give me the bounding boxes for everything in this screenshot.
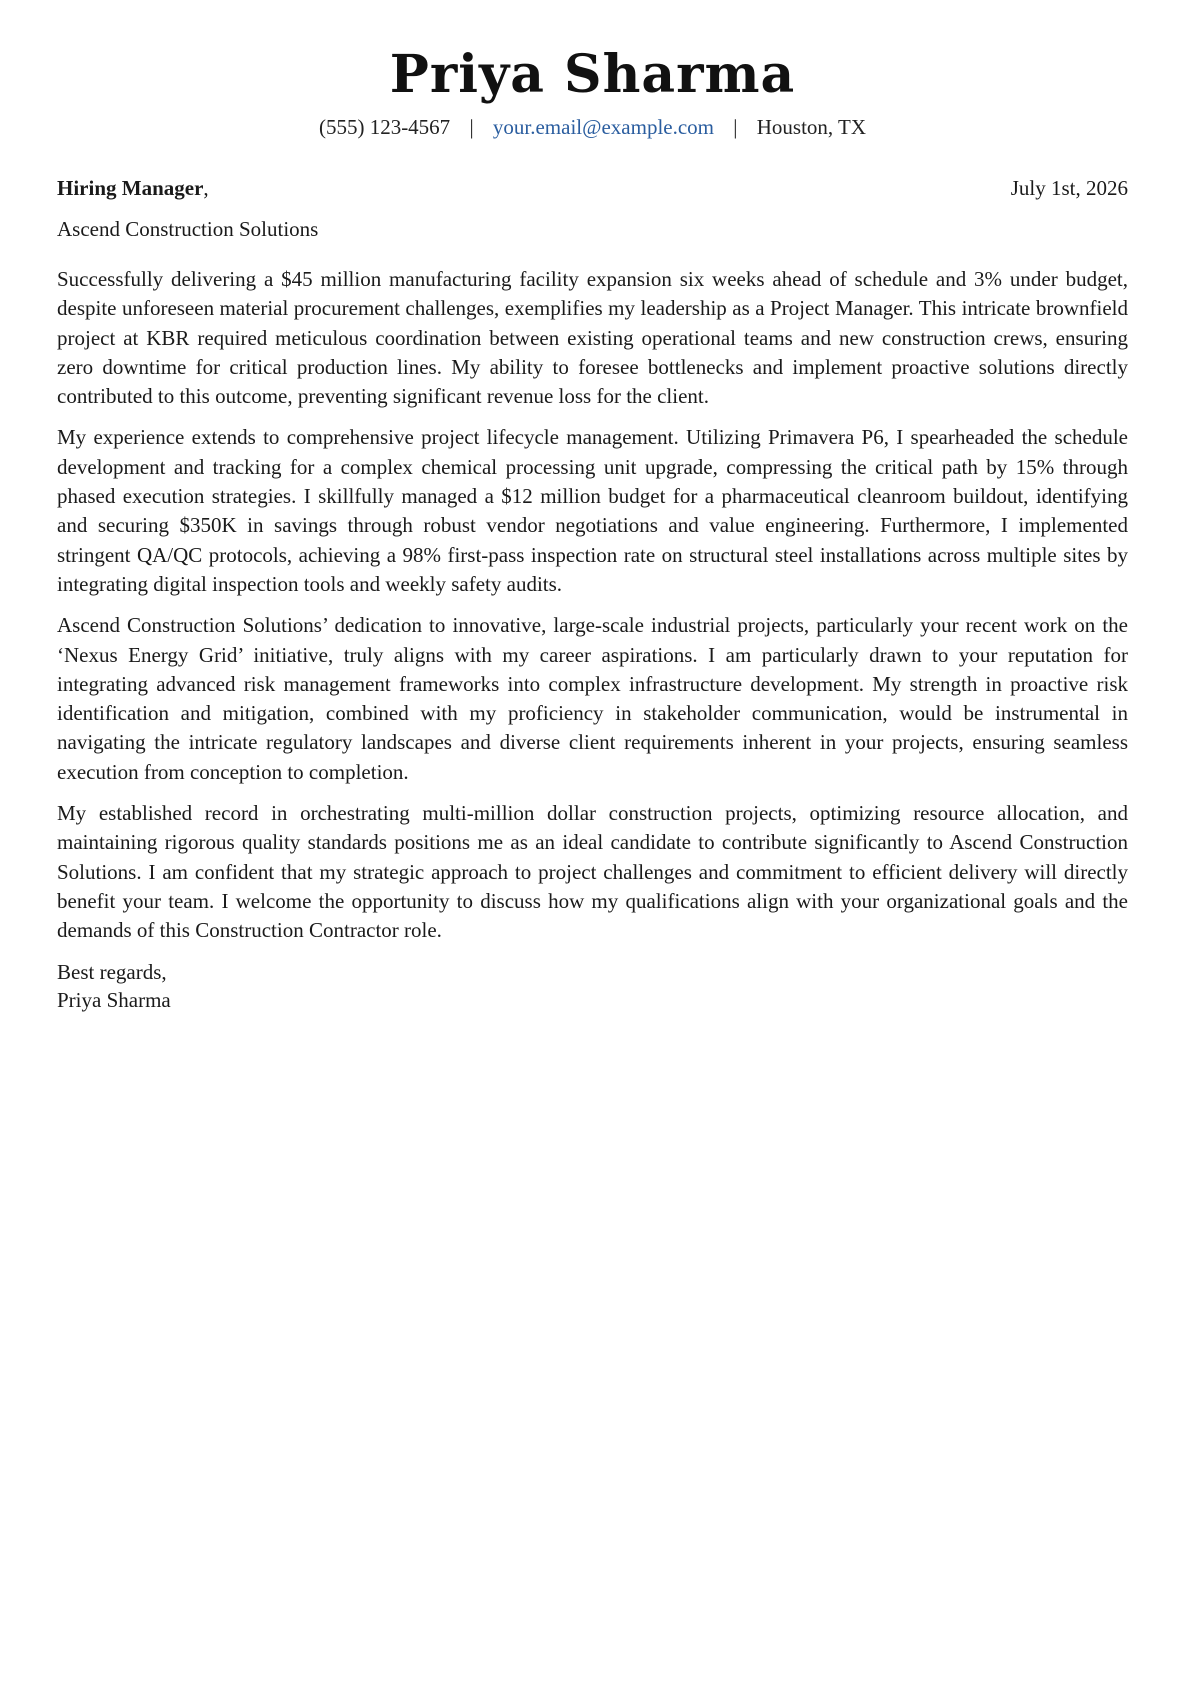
body-paragraph: Successfully delivering a $45 million manufacturing facility expansion six weeks ahead of schedule and 3% under budget, despite unforeseen material procurement challenges, exemplifies my leadership as a Project Manager. This intricate brownfield project at KBR required meticulous coordination between existing operational teams and new construction crews, ensuring zero downtime for critical production lines. My ability to foresee bottlenecks and implement proactive solutions directly contributed to this outcome, preventing significant revenue loss for the client.: [57, 267, 1128, 409]
phone-number: (555) 123-4567: [318, 115, 451, 139]
closing-salutation: Best regards,: [57, 959, 167, 984]
body-paragraph: My established record in orchestrating multi-million dollar construction projects, optimizing resource allocation, and maintaining rigorous quality standards positions me as an ideal candidate to contribute significantly to Ascend Construction Solutions. I am confident that my strategic approach to project challenges and commitment to efficient delivery will directly benefit your team. I welcome the opportunity to discuss how my qualifications align with your organizational goals and the demands of this Construction Contractor role.: [57, 801, 1128, 943]
recipient-greeting: [57, 174, 209, 202]
letter-body: [57, 265, 1128, 946]
contact-separator: |: [469, 115, 474, 139]
applicant-name: Priya Sharma: [389, 44, 796, 105]
recipient-name-suffix: ,: [203, 176, 209, 200]
location: Houston, TX: [756, 115, 867, 139]
recipient-name: Hiring Manager: [57, 176, 204, 200]
recipient-date-row: [57, 174, 1128, 202]
closing-signature: Priya Sharma: [57, 987, 171, 1012]
cover-letter-page: [57, 40, 1128, 1014]
letter-date: July 1st, 2026: [1010, 176, 1128, 200]
body-paragraph: My experience extends to comprehensive project lifecycle management. Utilizing Primavera P6, I spearheaded the schedule development and tracking for a complex chemical processing unit upgrade, compressing the critical path by 15% through phased execution strategies. I skillfully managed a $12 million budget for a pharmaceutical cleanroom buildout, identifying and securing $350K in savings through robust vendor negotiations and value engineering. Furthermore, I implemented stringent QA/QC protocols, achieving a 98% first-pass inspection rate on structural steel installations across multiple sites by integrating digital inspection tools and weekly safety audits.: [57, 425, 1128, 596]
contact-line: [57, 113, 1128, 141]
contact-separator: |: [733, 115, 738, 139]
body-paragraph: Ascend Construction Solutions’ dedication to innovative, large-scale industrial projects, particularly your recent work on the ‘Nexus Energy Grid’ initiative, truly aligns with my career aspirations. I am particularly drawn to your reputation for integrating advanced risk management frameworks into complex infrastructure development. My strength in proactive risk identification and mitigation, combined with my proficiency in stakeholder communication, would be instrumental in navigating the intricate regulatory landscapes and diverse client requirements inherent in your projects, ensuring seamless execution from conception to completion.: [57, 613, 1128, 784]
closing-block: [57, 958, 1128, 1014]
email-link[interactable]: your.email@example.com: [492, 115, 715, 139]
recipient-company: Ascend Construction Solutions: [57, 217, 319, 241]
